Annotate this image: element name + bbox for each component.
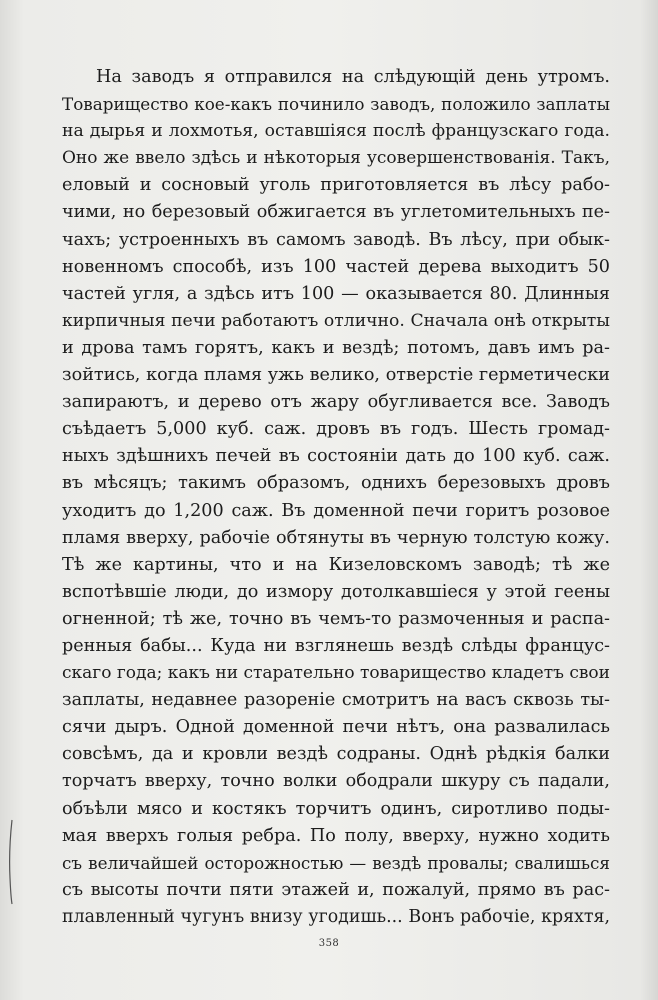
text-line: новенномъ способѣ, изъ 100 частей дерева выходитъ 50 xyxy=(62,256,610,277)
margin-pencil-mark xyxy=(8,818,14,906)
text-line: кирпичныя печи работаютъ отлично. Сначала онѣ открыты xyxy=(62,310,610,331)
text-line: запираютъ, и дерево отъ жару обугливается все. Заводъ xyxy=(62,392,610,413)
text-line: На заводъ я отправился на слѣдующій день утромъ. xyxy=(96,67,610,87)
text-line: ныхъ здѣшнихъ печей въ состояніи дать до 100 куб. саж. xyxy=(62,446,610,467)
page-number: 358 xyxy=(318,938,340,949)
text-line: еловый и сосновый уголь приготовляется въ лѣсу рабо- xyxy=(62,175,610,196)
text-line: объѣли мясо и костякъ торчитъ одинъ, сиротливо поды- xyxy=(62,798,610,819)
text-line: торчатъ вверху, точно волки ободрали шкуру съ падали, xyxy=(62,771,610,792)
text-line: мая вверхъ голыя ребра. По полу, вверху, нужно ходить xyxy=(62,825,610,846)
text-line: съ высоты почти пяти этажей и, пожалуй, прямо въ рас- xyxy=(62,879,610,900)
text-line: пламя вверху, рабочіе обтянуты въ черную толстую кожу. xyxy=(62,527,610,548)
text-line: и дрова тамъ горятъ, какъ и вездѣ; потомъ, давъ имъ ра- xyxy=(62,337,610,358)
text-line: плавленный чугунъ внизу угодишь... Вонъ рабочіе, кряхтя, xyxy=(62,906,610,927)
text-line: уходитъ до 1,200 саж. Въ доменной печи горитъ розовое xyxy=(62,500,610,521)
text-line: скаго года; какъ ни старательно товарищество кладетъ свои xyxy=(62,663,610,684)
text-line: Товарищество кое-какъ починило заводъ, положило заплаты xyxy=(62,94,610,115)
text-line: въ мѣсяцъ; такимъ образомъ, однихъ березовыхъ дровъ xyxy=(62,473,610,494)
text-line: зойтись, когда пламя ужь велико, отверстіе герметически xyxy=(62,365,610,386)
body-text xyxy=(62,64,610,931)
text-line: на дырья и лохмотья, оставшіяся послѣ французскаго года. xyxy=(62,121,610,142)
text-line: Тѣ же картины, что и на Кизеловскомъ заводѣ; тѣ же xyxy=(62,554,610,575)
text-line: ренныя бабы... Куда ни взглянешь вездѣ слѣды францус- xyxy=(62,635,610,656)
text-line: съ величайшей осторожностью — вездѣ провалы; свалишься xyxy=(62,852,610,873)
text-line: совсѣмъ, да и кровли вездѣ содраны. Однѣ рѣдкія балки xyxy=(62,744,610,765)
text-line: огненной; тѣ же, точно въ чемъ-то размоченныя и распа- xyxy=(62,608,610,629)
text-line: вспотѣвшіе люди, до измору дотолкавшіеся у этой геены xyxy=(62,581,610,602)
text-line: Оно же ввело здѣсь и нѣкоторыя усовершенствованія. Такъ, xyxy=(62,148,610,169)
text-line: съѣдаетъ 5,000 куб. саж. дровъ въ годъ. Шесть громад- xyxy=(62,419,610,440)
text-line: чахъ; устроенныхъ въ самомъ заводѣ. Въ лѣсу, при обык- xyxy=(62,229,610,250)
text-line: частей угля, а здѣсь итъ 100 — оказывается 80. Длинныя xyxy=(62,283,610,304)
text-line: заплаты, недавнее разореніе смотритъ на васъ сквозь ты- xyxy=(62,690,610,711)
text-line: чими, но березовый обжигается въ углетомительныхъ пе- xyxy=(62,202,610,223)
text-line: сячи дыръ. Одной доменной печи нѣтъ, она развалилась xyxy=(62,717,610,738)
